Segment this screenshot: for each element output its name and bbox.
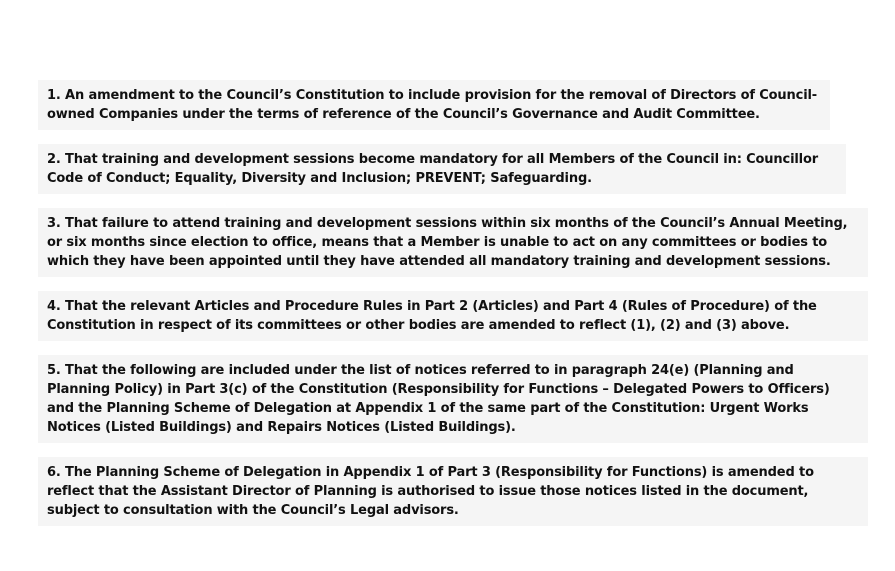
paragraph-6: 6. The Planning Scheme of Delegation in Appendix 1 of Part 3 (Responsibility for Functions) is amended to reflect that the Assistant Director of Planning is authorised to issue those notices listed in the document, subject to consultation with the Council’s Legal advisors. bbox=[38, 457, 868, 526]
paragraph-1: 1. An amendment to the Council’s Constitution to include provision for the removal of Directors of Council-owned Companies under the terms of reference of the Council’s Governance and Audit Committee. bbox=[38, 80, 830, 130]
paragraph-5: 5. That the following are included under the list of notices referred to in paragraph 24(e) (Planning and Planning Policy) in Part 3(c) of the Constitution (Responsibility for Functions – Delegated Powers to Officers) and the Planning Scheme of Delegation at Appendix 1 of the same part of the Constitution: Urgent Works Notices (Listed Buildings) and Repairs Notices (Listed Buildings). bbox=[38, 355, 868, 443]
paragraph-3: 3. That failure to attend training and development sessions within six months of the Council’s Annual Meeting, or six months since election to office, means that a Member is unable to act on any committees or bodies to which they have been appointed until they have attended all mandatory training and development sessions. bbox=[38, 208, 868, 277]
paragraph-4: 4. That the relevant Articles and Procedure Rules in Part 2 (Articles) and Part 4 (Rules of Procedure) of the Constitution in respect of its committees or other bodies are amended to reflect (1), (2) and (3) above. bbox=[38, 291, 868, 341]
document-body bbox=[38, 80, 868, 540]
paragraph-2: 2. That training and development sessions become mandatory for all Members of the Council in: Councillor Code of Conduct; Equality, Diversity and Inclusion; PREVENT; Safeguarding. bbox=[38, 144, 846, 194]
